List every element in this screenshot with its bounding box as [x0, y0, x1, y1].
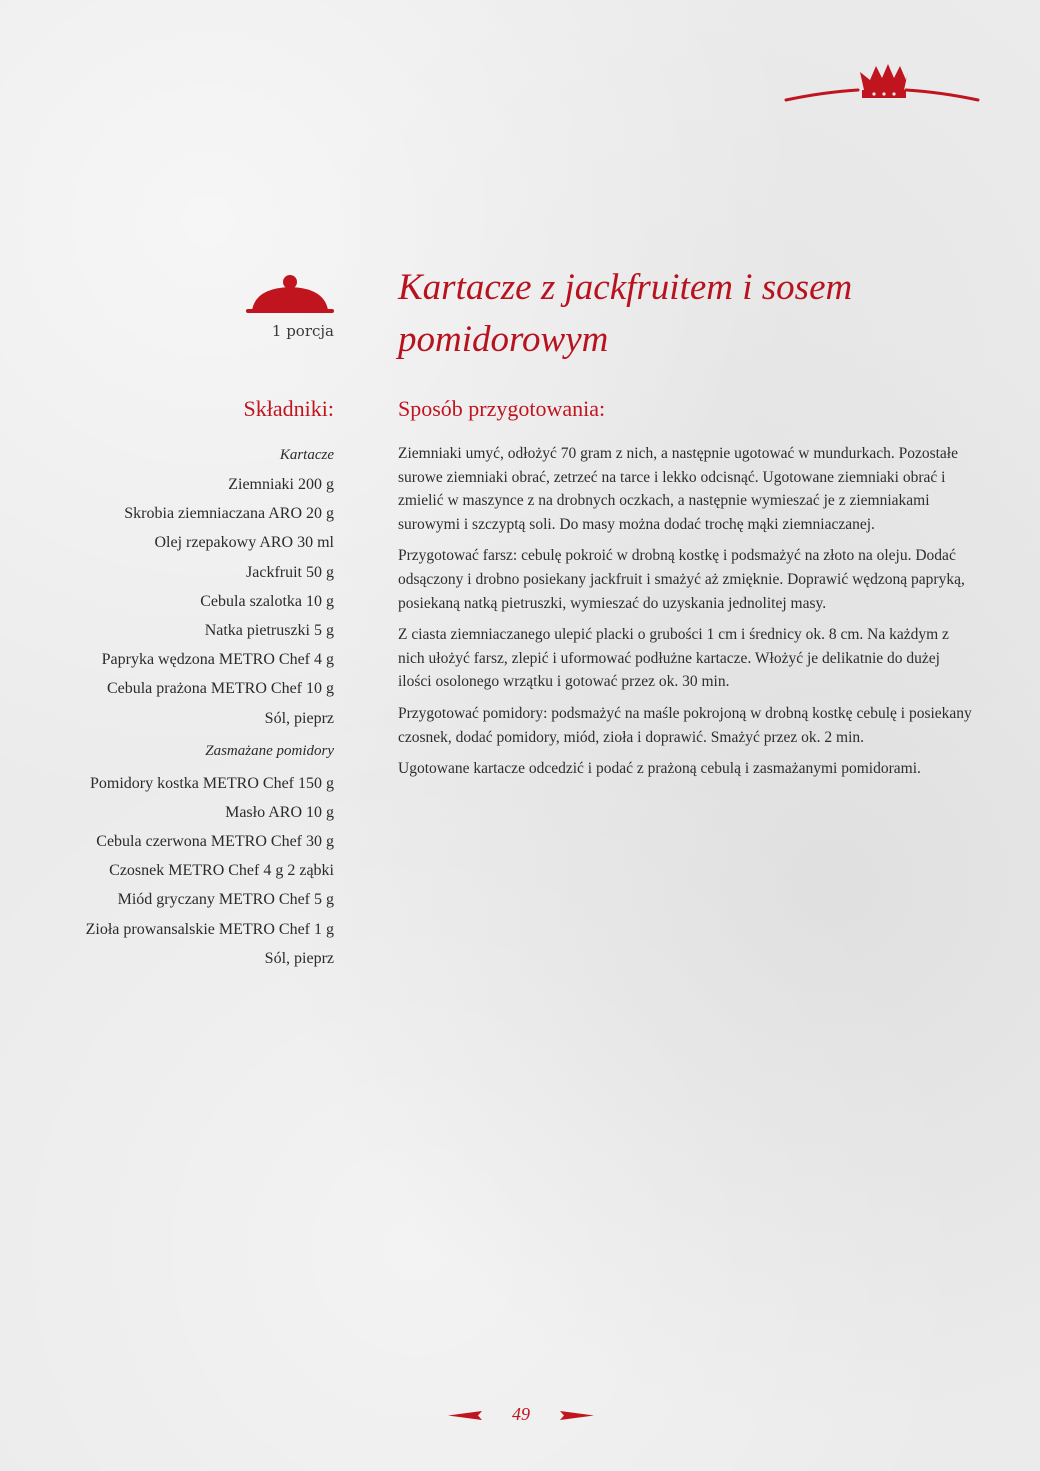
ingredient-item: Sól, pieprz	[264, 949, 334, 967]
method-step: Przygotować pomidory: podsmażyć na maśle pokrojoną w drobną kostkę cebulę i posiekany czosnek, dodać pomidory, miód, zioła i doprawić. Smażyć przez ok. 2 min.	[398, 704, 972, 746]
ingredient-item: Sól, pieprz	[264, 709, 334, 727]
ingredient-item: Pomidory kostka METRO Chef 150 g	[90, 774, 334, 792]
page-number: 49	[512, 1404, 530, 1424]
ingredient-item: Czosnek METRO Chef 4 g 2 ząbki	[109, 862, 334, 880]
ingredient-group-title: Kartacze	[279, 447, 334, 463]
ingredient-item: Olej rzepakowy ARO 30 ml	[154, 534, 334, 552]
method-step: Z ciasta ziemniaczanego ulepić placki o grubości 1 cm i średnicy ok. 8 cm. Na każdym z nich ułożyć farsz, zlepić i uformować podłużne kartacze. Włożyć je delikatnie do dużej ilości osolonego wrzątku i gotować przez ok. 30 min.	[398, 626, 949, 691]
ingredients-heading: Składniki:	[243, 396, 334, 421]
ingredients-list	[34, 441, 334, 973]
recipe-title: Kartacze z jackfruitem i sosem pomidorowym	[398, 267, 853, 360]
method-step: Przygotować farsz: cebulę pokroić w drobną kostkę i podsmażyć na złoto na oleju. Dodać odsączony i drobno posiekany jackfruit i smażyć aż zmięknie. Doprawić wędzoną papryką, posiekaną natką pietruszki, wymieszać do uzyskania jednolitej masy.	[398, 547, 965, 612]
ingredient-item: Cebula szalotka 10 g	[200, 592, 334, 610]
arrow-right-icon	[560, 1411, 594, 1420]
method-text	[398, 442, 976, 789]
cloche-icon	[246, 272, 334, 316]
servings-label: 1 porcja	[271, 322, 334, 340]
method-heading: Sposób przygotowania:	[398, 396, 606, 421]
ingredient-item: Ziemniaki 200 g	[228, 476, 334, 493]
ingredient-item: Jackfruit 50 g	[246, 563, 334, 581]
ingredient-item: Miód gryczany METRO Chef 5 g	[117, 891, 334, 909]
crown-icon	[784, 58, 980, 108]
ingredient-item: Masło ARO 10 g	[225, 803, 334, 821]
page-footer	[448, 1404, 594, 1428]
ingredient-item: Cebula czerwona METRO Chef 30 g	[96, 833, 334, 851]
ingredient-group-title: Zasmażane pomidory	[205, 742, 334, 759]
ingredient-item: Skrobia ziemniaczana ARO 20 g	[124, 505, 334, 523]
ingredient-item: Papryka wędzona METRO Chef 4 g	[101, 651, 334, 669]
method-step: Ugotowane kartacze odcedzić i podać z prażoną cebulą i zasmażanymi pomidorami.	[398, 760, 921, 778]
ingredient-item: Natka pietruszki 5 g	[204, 621, 334, 639]
method-step: Ziemniaki umyć, odłożyć 70 gram z nich, a następnie ugotować w mundurkach. Pozostałe surowe ziemniaki obrać, zetrzeć na tarce i lekko odcisnąć. Ugotowane ziemniaki obrać i zmielić w maszynce z na drobnych oczkach, a następnie wymieszać je z ziemniakami surowymi i szczyptą soli. Do masy można dodać trochę mąki ziemniaczanej.	[398, 445, 958, 533]
ingredient-item: Cebula prażona METRO Chef 10 g	[106, 680, 334, 698]
ingredient-item: Zioła prowansalskie METRO Chef 1 g	[85, 920, 334, 938]
